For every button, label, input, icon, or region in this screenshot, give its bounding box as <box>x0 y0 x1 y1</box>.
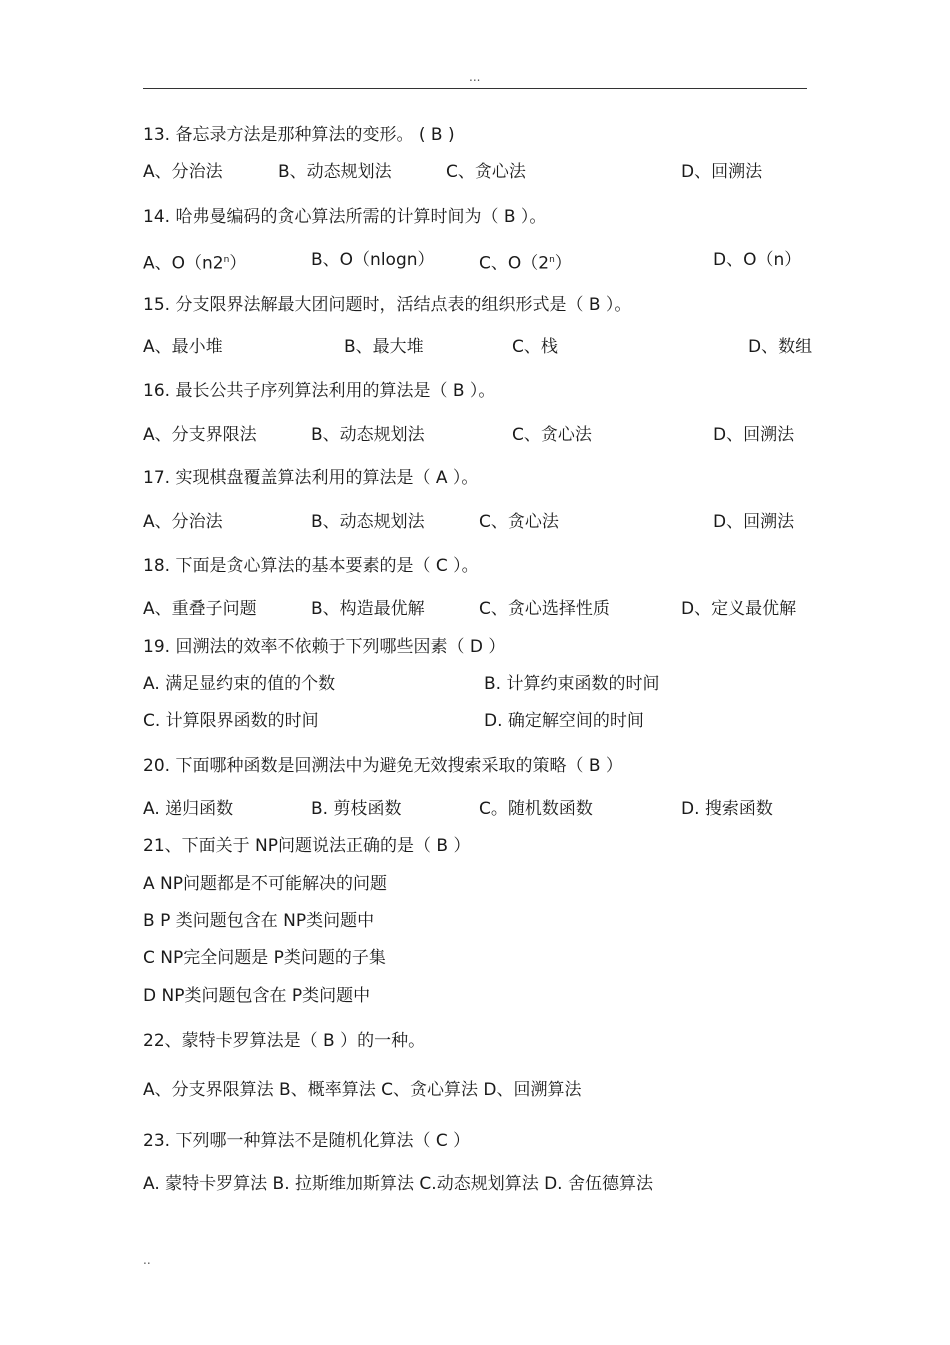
q16-option-b: B、动态规划法 <box>311 425 425 445</box>
q13-option-d: D、回溯法 <box>681 162 763 182</box>
header-rule <box>143 88 807 89</box>
q20-option-d: D. 搜索函数 <box>681 799 773 819</box>
q14-option-b: B、O（nlogn） <box>311 250 435 270</box>
q15-option-b: B、最大堆 <box>344 337 424 357</box>
q19-option-c: C. 计算限界函数的时间 <box>143 711 319 731</box>
q17-option-b: B、动态规划法 <box>311 512 425 532</box>
q15-option-a: A、最小堆 <box>143 337 223 357</box>
question-22: 22、蒙特卡罗算法是（ B ）的一种。 <box>143 1031 426 1051</box>
question-21: 21、下面关于 NP问题说法正确的是（ B ） <box>143 836 471 856</box>
question-17: 17. 实现棋盘覆盖算法利用的算法是（ A ）。 <box>143 468 479 488</box>
q19-option-d: D. 确定解空间的时间 <box>484 711 644 731</box>
q22-options: A、分支界限算法 B、概率算法 C、贪心算法 D、回溯算法 <box>143 1080 582 1100</box>
q13-option-c: C、贪心法 <box>446 162 526 182</box>
q20-option-b: B. 剪枝函数 <box>311 799 402 819</box>
q18-option-a: A、重叠子问题 <box>143 599 257 619</box>
header-dots: ... <box>469 70 481 84</box>
q20-option-a: A. 递归函数 <box>143 799 234 819</box>
q15-option-d: D、数组 <box>748 337 813 357</box>
q16-option-c: C、贪心法 <box>512 425 592 445</box>
q13-option-b: B、动态规划法 <box>278 162 392 182</box>
question-19: 19. 回溯法的效率不依赖于下列哪些因素（ D ） <box>143 637 506 657</box>
q21-option-c: C NP完全问题是 P类问题的子集 <box>143 948 386 968</box>
q20-option-c: C。随机数函数 <box>479 799 593 819</box>
q14-option-a: A、O（n2$^n$） <box>143 253 247 274</box>
q17-option-c: C、贪心法 <box>479 512 559 532</box>
question-13: 13. 备忘录方法是那种算法的变形。 ( B ) <box>143 125 455 145</box>
question-15: 15. 分支限界法解最大团问题时，活结点表的组织形式是（ B ）。 <box>143 295 632 315</box>
q21-option-d: D NP类问题包含在 P类问题中 <box>143 986 371 1006</box>
q19-option-b: B. 计算约束函数的时间 <box>484 674 660 694</box>
q17-option-d: D、回溯法 <box>713 512 795 532</box>
question-14: 14. 哈弗曼编码的贪心算法所需的计算时间为（ B ）。 <box>143 207 547 227</box>
q19-option-a: A. 满足显约束的值的个数 <box>143 674 336 694</box>
q17-option-a: A、分治法 <box>143 512 223 532</box>
q14-option-d: D、O（n） <box>713 250 802 270</box>
q16-option-d: D、回溯法 <box>713 425 795 445</box>
question-16: 16. 最长公共子序列算法利用的算法是（ B ）。 <box>143 381 496 401</box>
footer-dots: .. <box>143 1253 151 1267</box>
question-18: 18. 下面是贪心算法的基本要素的是（ C ）。 <box>143 556 479 576</box>
q18-option-c: C、贪心选择性质 <box>479 599 610 619</box>
question-20: 20. 下面哪种函数是回溯法中为避免无效搜索采取的策略（ B ） <box>143 756 623 776</box>
q16-option-a: A、分支界限法 <box>143 425 257 445</box>
q18-option-b: B、构造最优解 <box>311 599 425 619</box>
q21-option-a: A NP问题都是不可能解决的问题 <box>143 874 388 894</box>
q23-options: A. 蒙特卡罗算法 B. 拉斯维加斯算法 C.动态规划算法 D. 舍伍德算法 <box>143 1174 653 1194</box>
q21-option-b: B P 类问题包含在 NP类问题中 <box>143 911 375 931</box>
q15-option-c: C、栈 <box>512 337 558 357</box>
question-23: 23. 下列哪一种算法不是随机化算法（ C ） <box>143 1131 471 1151</box>
q18-option-d: D、定义最优解 <box>681 599 797 619</box>
q13-option-a: A、分治法 <box>143 162 223 182</box>
q14-option-c: C、O（2$^n$） <box>479 253 572 274</box>
